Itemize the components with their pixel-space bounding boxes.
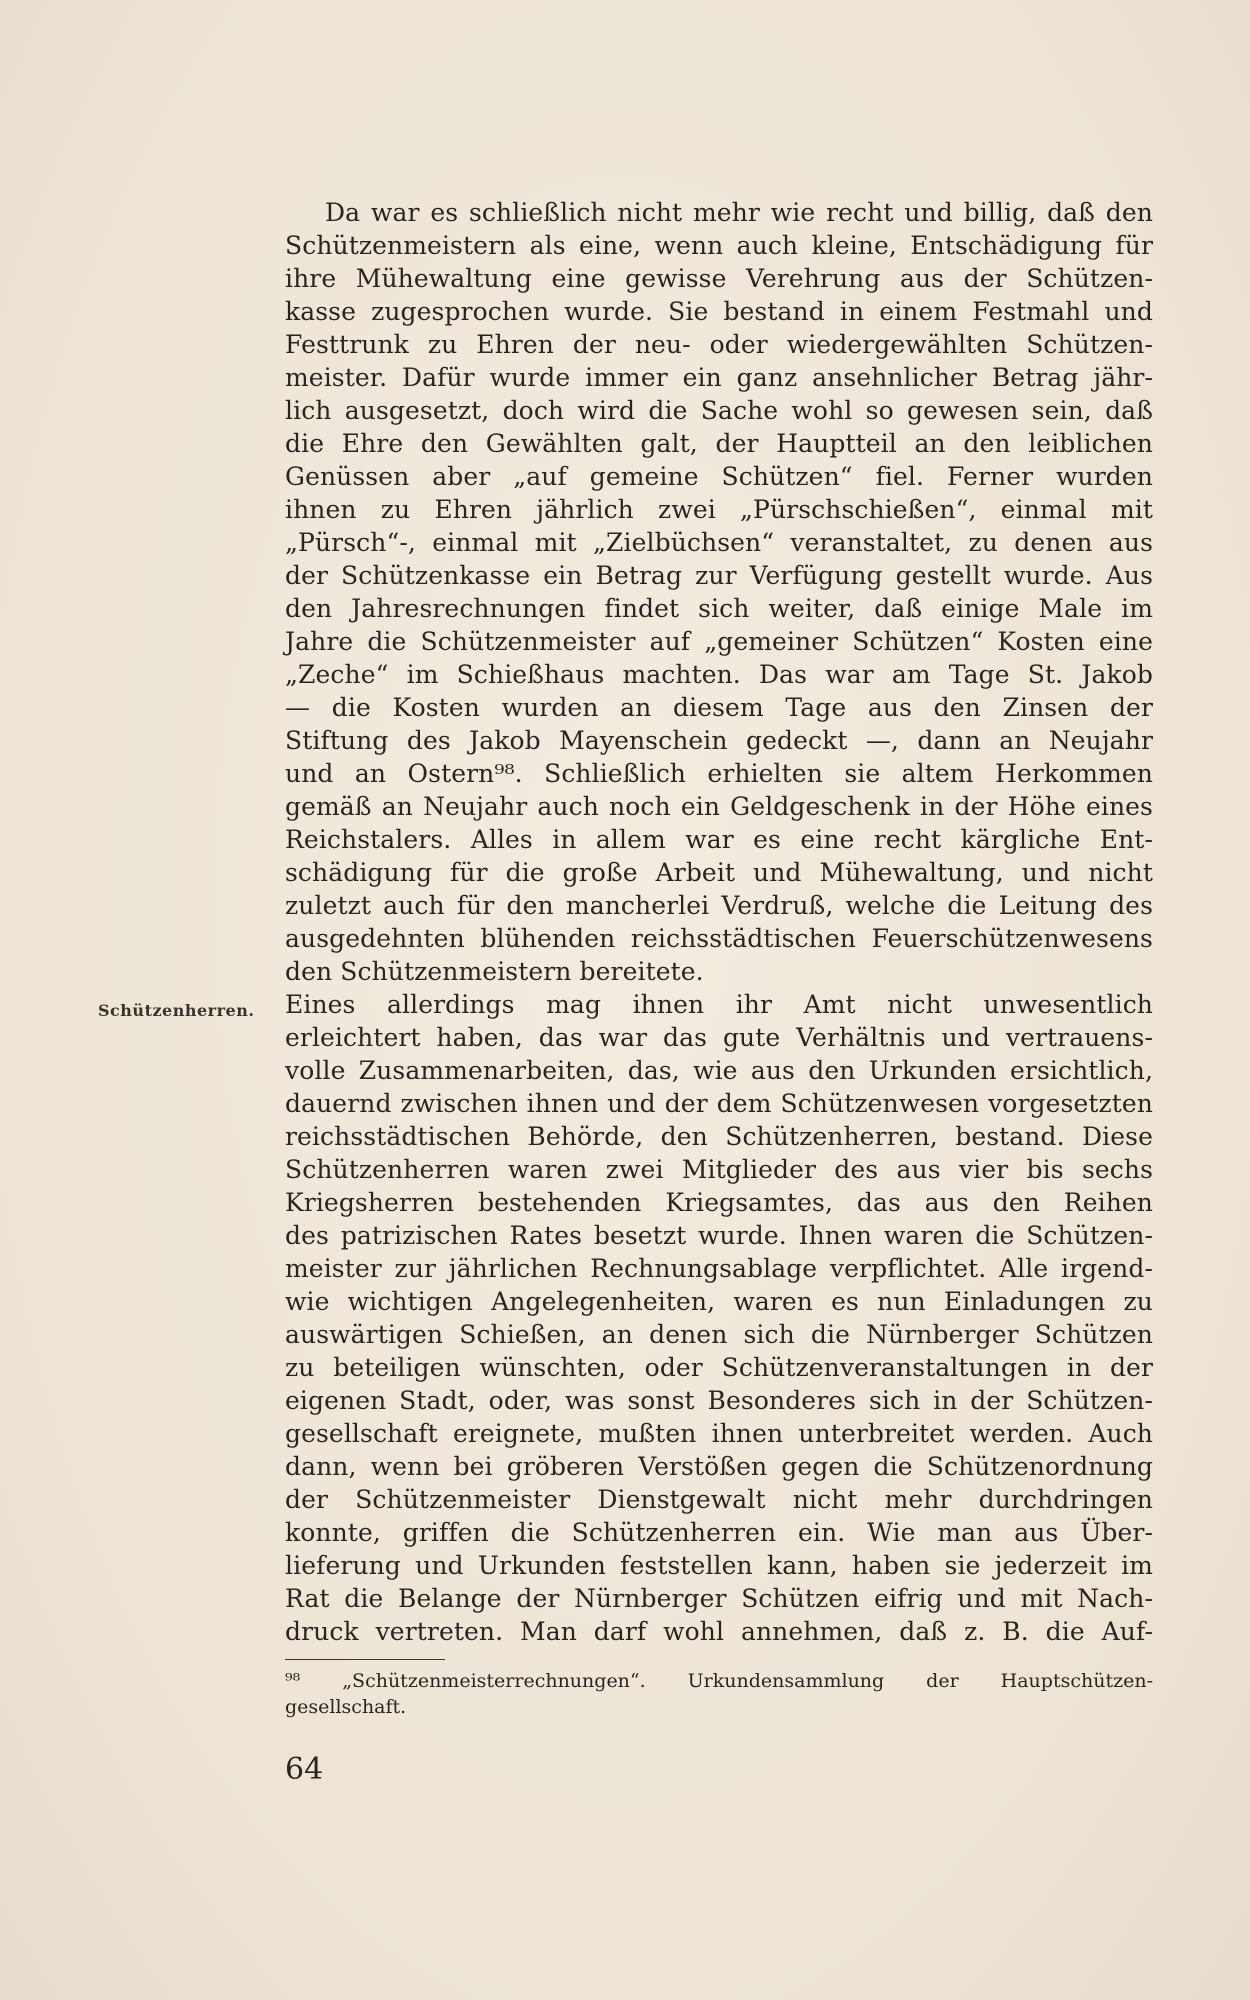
text-line: Da war es schließlich nicht mehr wie recht und billig, daß den [325,198,1153,227]
text-line: Schützenherren waren zwei Mitglieder des aus vier bis sechs [285,1155,1153,1184]
text-line: die Ehre den Gewählten galt, der Hauptteil an den leiblichen [285,429,1153,458]
footnote [285,1668,1153,1720]
text-line: Reichstalers. Alles in allem war es eine recht kärgliche Ent- [285,825,1153,854]
text-line: des patrizischen Rates besetzt wurde. Ihnen waren die Schützen- [285,1221,1153,1250]
text-line: Jahre die Schützenmeister auf „gemeiner Schützen“ Kosten eine [285,627,1153,656]
text-line: reichsstädtischen Behörde, den Schützenherren, bestand. Diese [285,1122,1153,1151]
text-line: ihre Mühewaltung eine gewisse Verehrung aus der Schützen- [285,264,1153,293]
text-line: Festtrunk zu Ehren der neu- oder wiedergewählten Schützen- [285,330,1153,359]
text-line: schädigung für die große Arbeit und Mühewaltung, und nicht [285,858,1153,887]
text-line: kasse zugesprochen wurde. Sie bestand in einem Festmahl und [285,297,1153,326]
page-number: 64 [285,1752,324,1787]
text-line: — die Kosten wurden an diesem Tage aus den Zinsen der [285,693,1153,722]
text-line: dauernd zwischen ihnen und der dem Schützenwesen vorgesetzten [285,1089,1153,1118]
text-line: Stiftung des Jakob Mayenschein gedeckt —, dann an Neujahr [285,726,1153,755]
text-line: ausgedehnten blühenden reichsstädtischen Feuerschützenwesens [285,924,1153,953]
text-line: zuletzt auch für den mancherlei Verdruß, welche die Leitung des [285,891,1153,920]
text-line: druck vertreten. Man darf wohl annehmen, daß z. B. die Auf- [285,1617,1153,1646]
text-line: dann, wenn bei gröberen Verstößen gegen die Schützenordnung [285,1452,1153,1481]
footnote-line: gesellschaft. [285,1696,407,1718]
text-line: gesellschaft ereignete, mußten ihnen unterbreitet werden. Auch [285,1419,1153,1448]
text-line: wie wichtigen Angelegenheiten, waren es nun Einladungen zu [285,1287,1153,1316]
text-line: und an Ostern⁹⁸. Schließlich erhielten sie altem Herkommen [285,759,1153,788]
text-line: der Schützenmeister Dienstgewalt nicht mehr durchdringen [285,1485,1153,1514]
footnote-rule [285,1659,445,1660]
text-line: „Pürsch“-, einmal mit „Zielbüchsen“ veranstaltet, zu denen aus [285,528,1153,557]
text-line: meister. Dafür wurde immer ein ganz ansehnlicher Betrag jähr- [285,363,1153,392]
text-line: meister zur jährlichen Rechnungsablage verpflichtet. Alle irgend- [285,1254,1153,1283]
text-line: lieferung und Urkunden feststellen kann, haben sie jederzeit im [285,1551,1153,1580]
text-line: den Schützenmeistern bereitete. [285,957,704,986]
text-line: Kriegsherren bestehenden Kriegsamtes, das aus den Reihen [285,1188,1153,1217]
text-line: ihnen zu Ehren jährlich zwei „Pürschschießen“, einmal mit [285,495,1153,524]
text-line: auswärtigen Schießen, an denen sich die Nürnberger Schützen [285,1320,1153,1349]
text-line: der Schützenkasse ein Betrag zur Verfügung gestellt wurde. Aus [285,561,1153,590]
paragraph-1 [285,196,1153,988]
text-line: gemäß an Neujahr auch noch ein Geldgeschenk in der Höhe eines [285,792,1153,821]
text-line: zu beteiligen wünschten, oder Schützenveranstaltungen in der [285,1353,1153,1382]
footnote-line: ⁹⁸ „Schützenmeisterrechnungen“. Urkundensammlung der Hauptschützen- [285,1670,1153,1692]
text-line: lich ausgesetzt, doch wird die Sache wohl so gewesen sein, daß [285,396,1153,425]
text-line: Rat die Belange der Nürnberger Schützen eifrig und mit Nach- [285,1584,1153,1613]
text-line: konnte, griffen die Schützenherren ein. Wie man aus Über- [285,1518,1153,1547]
text-line: volle Zusammenarbeiten, das, wie aus den Urkunden ersichtlich, [285,1056,1153,1085]
body-text [285,196,1153,1648]
text-line: den Jahresrechnungen findet sich weiter, daß einige Male im [285,594,1153,623]
text-line: Schützenmeistern als eine, wenn auch kleine, Entschädigung für [285,231,1153,260]
text-line: Eines allerdings mag ihnen ihr Amt nicht unwesentlich [285,990,1153,1019]
text-line: eigenen Stadt, oder, was sonst Besonderes sich in der Schützen- [285,1386,1153,1415]
paragraph-2 [285,988,1153,1648]
text-line: „Zeche“ im Schießhaus machten. Das war am Tage St. Jakob [285,660,1153,689]
text-line: erleichtert haben, das war das gute Verhältnis und vertrauens- [285,1023,1153,1052]
text-line: Genüssen aber „auf gemeine Schützen“ fiel. Ferner wurden [285,462,1153,491]
margin-note: Schützenherren. [98,1001,255,1020]
